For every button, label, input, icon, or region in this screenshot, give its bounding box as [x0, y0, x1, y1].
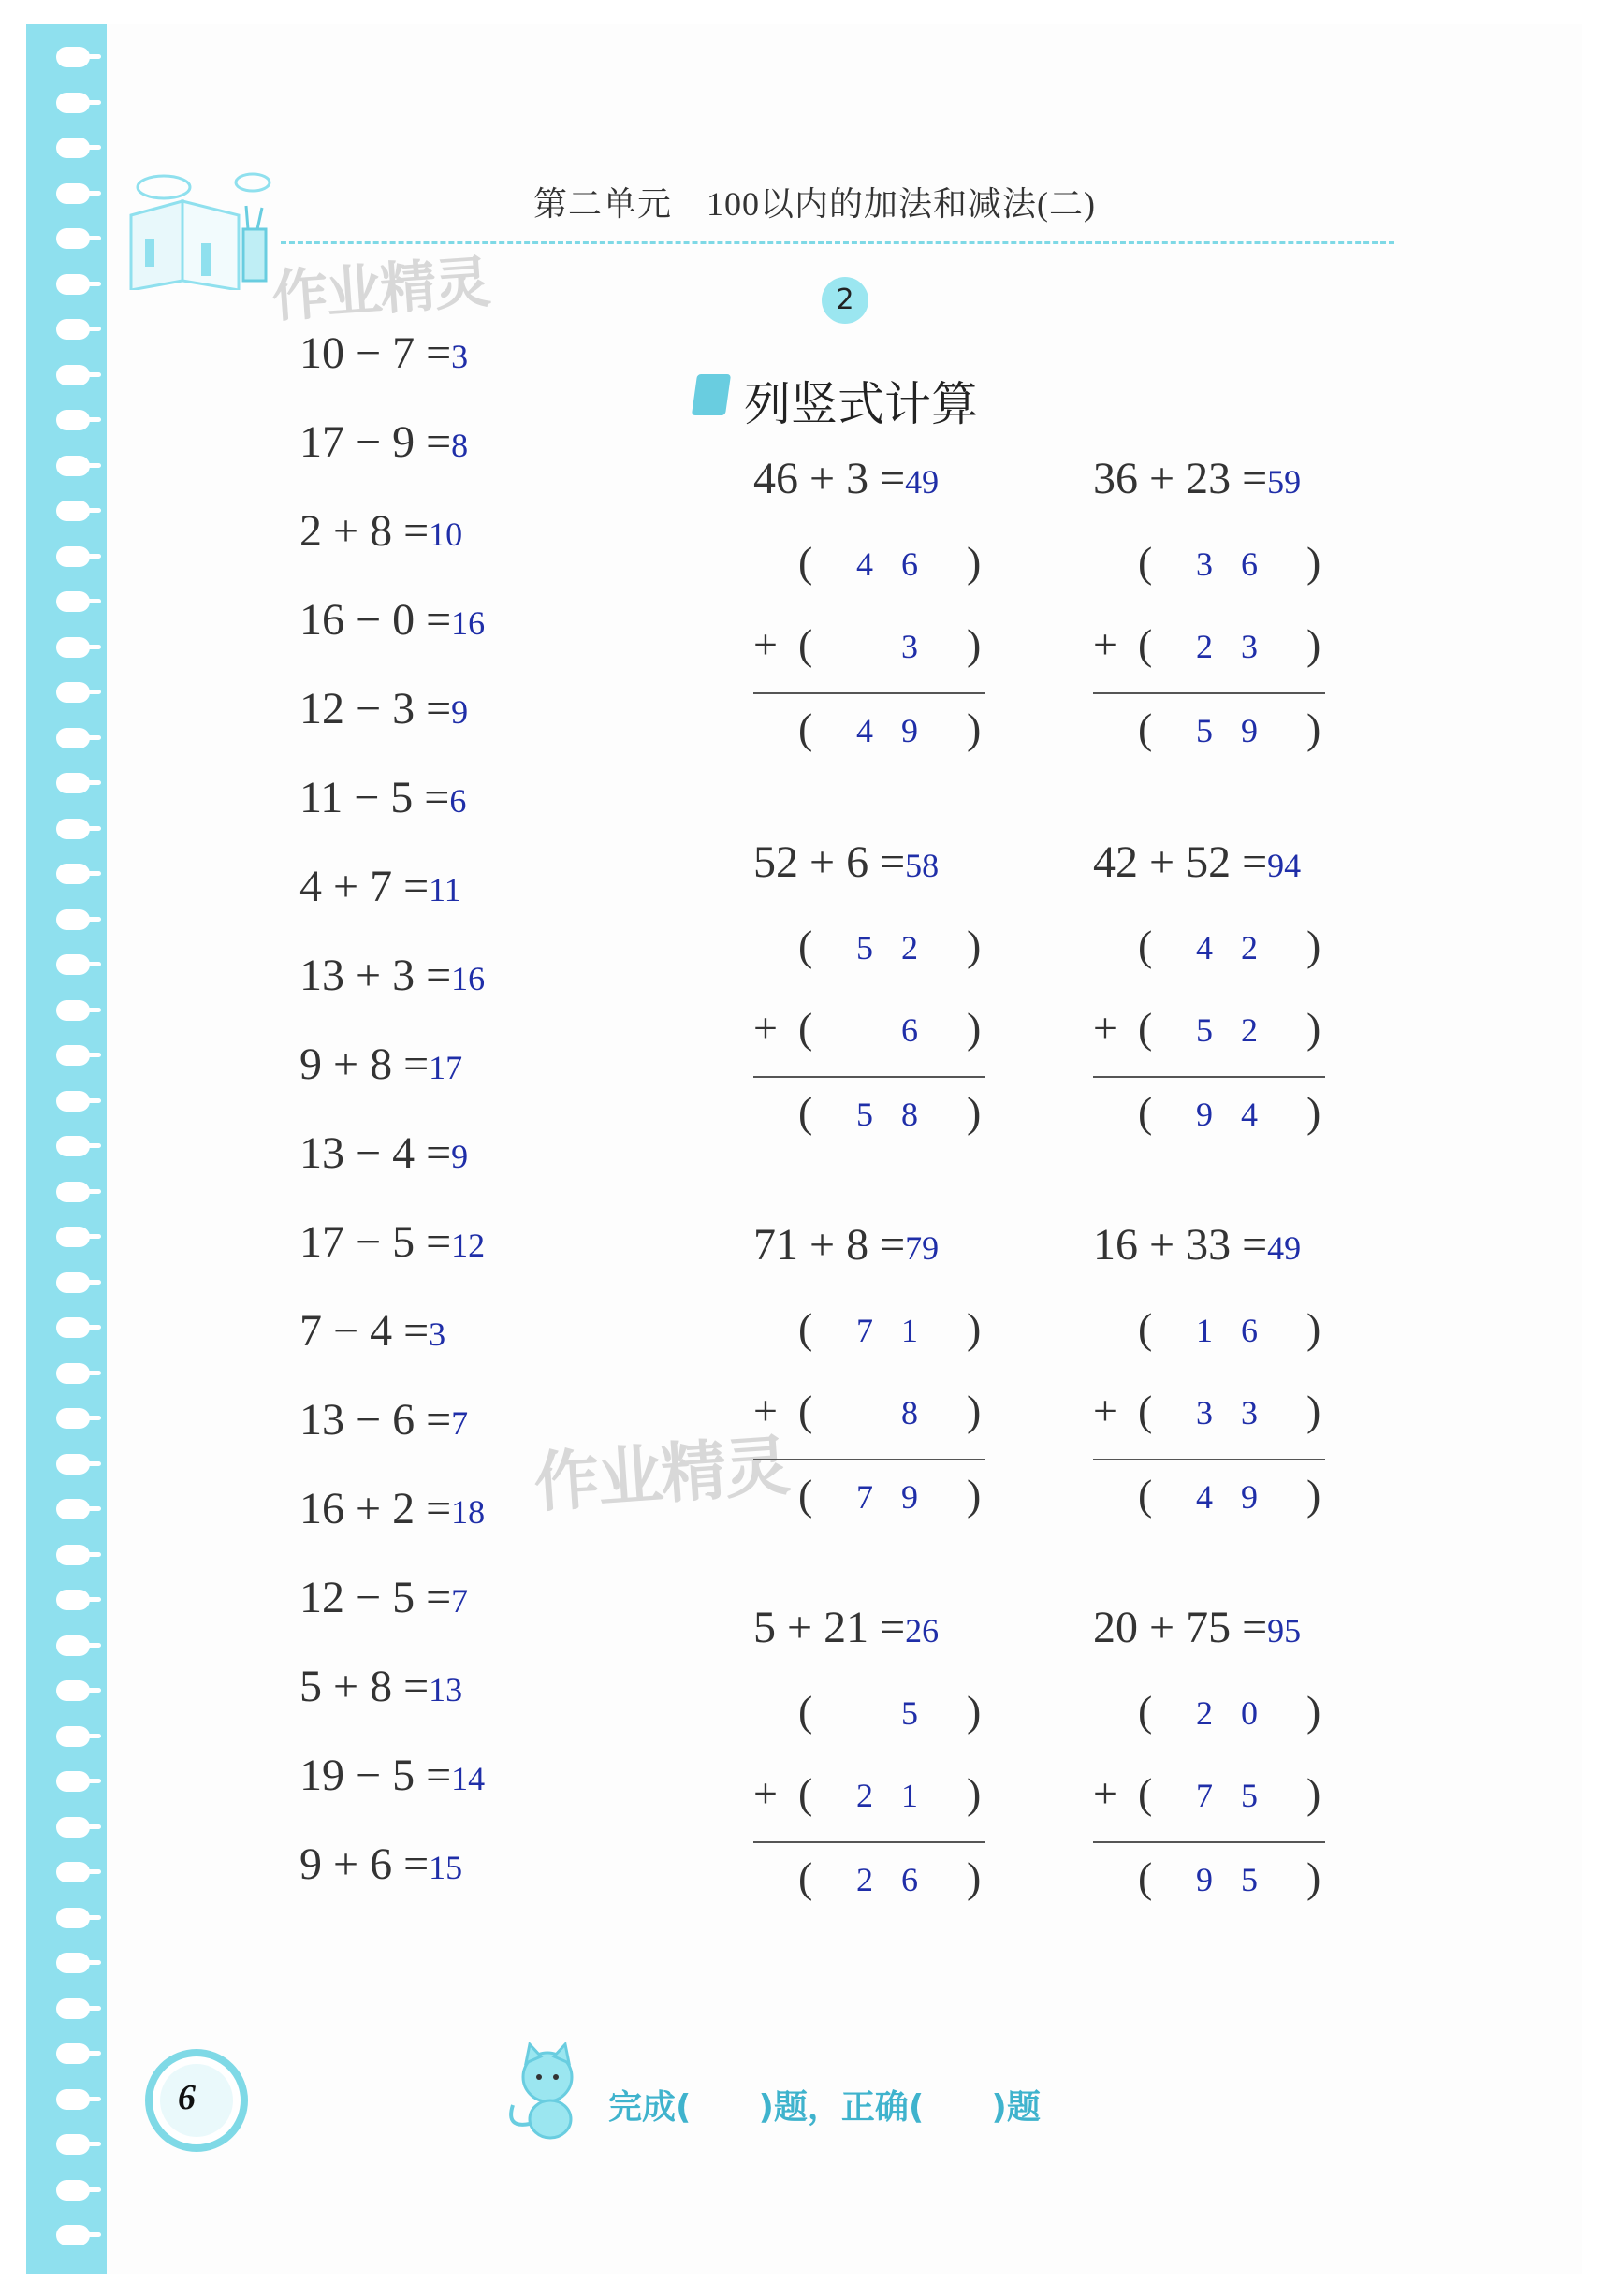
spine-ring	[56, 1635, 90, 1656]
mental-math-item	[299, 327, 468, 379]
expression: 5 + 8 =	[299, 1662, 430, 1711]
spine-ring	[56, 591, 90, 612]
tens-digit: 7	[856, 1312, 873, 1349]
spine-ring	[56, 365, 90, 385]
mental-math-item	[299, 1750, 485, 1801]
answer: 9	[451, 1138, 469, 1175]
spine-ring	[56, 501, 90, 521]
right-paren: )	[967, 1853, 982, 1901]
digit-row-s	[753, 1853, 997, 1909]
ones-digit: 9	[901, 1478, 918, 1516]
left-paren: (	[798, 1304, 813, 1352]
left-paren: (	[1138, 1471, 1153, 1519]
right-paren: )	[967, 1088, 982, 1136]
tens-digit: 4	[1196, 929, 1213, 966]
right-paren: )	[967, 538, 982, 586]
spine-ring	[56, 864, 90, 884]
tens-digit: 2	[1196, 1694, 1213, 1732]
page-number-disc	[160, 2064, 233, 2137]
spine-ring	[56, 682, 90, 703]
spine-ring	[56, 1680, 90, 1701]
left-paren: (	[1138, 1387, 1153, 1434]
ones-digit: 3	[1241, 628, 1258, 665]
mental-math-item	[299, 1127, 468, 1179]
left-paren: (	[1138, 705, 1153, 752]
ones-digit: 3	[901, 628, 918, 665]
left-paren: (	[798, 705, 813, 752]
answer: 3	[429, 1315, 446, 1353]
equation	[753, 1602, 939, 1653]
answer: 13	[429, 1671, 463, 1708]
spine-ring	[56, 1272, 90, 1293]
ones-digit: 6	[901, 1861, 918, 1898]
ones-digit: 6	[901, 545, 918, 583]
answer: 7	[451, 1582, 469, 1620]
vertical-problem	[1093, 453, 1402, 808]
answer: 3	[451, 338, 469, 375]
expression: 17 − 5 =	[299, 1217, 452, 1267]
mental-math-item	[299, 416, 468, 468]
spine-ring	[56, 954, 90, 975]
digit-row-b	[753, 619, 997, 676]
left-paren: (	[1138, 1088, 1153, 1136]
right-paren: )	[1306, 1304, 1321, 1352]
expression: 13 − 4 =	[299, 1128, 452, 1178]
plus-sign: +	[753, 1004, 778, 1052]
expression: 9 + 6 =	[299, 1839, 430, 1889]
left-paren: (	[798, 922, 813, 969]
spine-ring	[56, 93, 90, 113]
answer: 11	[429, 871, 461, 908]
left-paren: (	[798, 1853, 813, 1901]
equation	[1093, 453, 1301, 504]
spine-ring	[56, 1000, 90, 1021]
left-paren: (	[798, 1004, 813, 1052]
ones-digit: 8	[901, 1096, 918, 1133]
ones-digit: 6	[901, 1011, 918, 1049]
ones-digit: 9	[1241, 1478, 1258, 1516]
vertical-problem	[1093, 1219, 1402, 1575]
answer: 9	[451, 693, 469, 731]
right-paren: )	[967, 705, 982, 752]
tens-digit: 9	[1196, 1861, 1213, 1898]
right-paren: )	[967, 1471, 982, 1519]
tens-digit: 3	[1196, 1394, 1213, 1431]
equation-answer: 49	[1267, 1229, 1302, 1267]
sum-underline	[753, 692, 985, 694]
ones-digit: 0	[1241, 1694, 1258, 1732]
expression: 17 − 9 =	[299, 417, 452, 467]
right-paren: )	[967, 922, 982, 969]
exercise-number-badge: 2	[822, 277, 868, 324]
digit-row-b	[1093, 1003, 1336, 1059]
spine-ring	[56, 410, 90, 430]
left-paren: (	[1138, 1004, 1153, 1052]
sum-underline	[753, 1841, 985, 1843]
left-paren: (	[1138, 1304, 1153, 1352]
digit-row-a	[1093, 921, 1336, 977]
spine-ring	[56, 1998, 90, 2019]
sum-underline	[1093, 1459, 1325, 1460]
equation	[753, 836, 939, 888]
digit-row-s	[753, 1087, 997, 1143]
right-paren: )	[1306, 1387, 1321, 1434]
right-paren: )	[967, 1687, 982, 1735]
vertical-problem	[753, 836, 1062, 1192]
answer: 10	[429, 516, 463, 553]
equation	[1093, 836, 1301, 888]
right-paren: )	[1306, 1687, 1321, 1735]
spine-ring	[56, 456, 90, 476]
tens-digit: 7	[856, 1478, 873, 1516]
mental-math-item	[299, 1661, 462, 1712]
left-paren: (	[798, 1769, 813, 1817]
tens-digit: 2	[856, 1861, 873, 1898]
plus-sign: +	[1093, 1387, 1117, 1434]
expression: 13 − 6 =	[299, 1395, 452, 1445]
digit-row-s	[1093, 1087, 1336, 1143]
ones-digit: 2	[1241, 929, 1258, 966]
left-paren: (	[798, 1088, 813, 1136]
spine-ring	[56, 1953, 90, 1973]
answer: 14	[451, 1760, 486, 1797]
digit-row-a	[1093, 1303, 1336, 1359]
right-paren: )	[967, 1304, 982, 1352]
vertical-problem	[753, 1219, 1062, 1575]
digit-row-a	[1093, 1686, 1336, 1742]
answer: 16	[451, 960, 486, 997]
spine-ring	[56, 546, 90, 567]
equation-answer: 26	[905, 1612, 940, 1649]
section-title: 列竖式计算	[744, 377, 978, 431]
mental-math-item	[299, 1838, 462, 1890]
right-paren: )	[1306, 1471, 1321, 1519]
vertical-problem	[1093, 836, 1402, 1192]
spine-ring	[56, 1408, 90, 1429]
digit-row-a	[1093, 537, 1336, 593]
spine-ring	[56, 2089, 90, 2110]
ones-digit: 2	[1241, 1011, 1258, 1049]
sum-underline	[1093, 692, 1325, 694]
left-paren: (	[1138, 620, 1153, 668]
answer: 16	[451, 604, 486, 642]
ones-digit: 4	[1241, 1096, 1258, 1133]
right-paren: )	[1306, 922, 1321, 969]
unit-title: 第二单元 100以内的加法和减法(二)	[533, 185, 1096, 223]
spine-ring	[56, 183, 90, 204]
equation-expression: 71 + 8 =	[753, 1220, 906, 1270]
spine-ring	[56, 2043, 90, 2064]
spine-ring	[56, 1045, 90, 1066]
expression: 10 − 7 =	[299, 328, 452, 378]
spine-ring	[56, 1499, 90, 1519]
spine-ring	[56, 2225, 90, 2245]
mental-math-item	[299, 594, 485, 646]
right-paren: )	[1306, 1853, 1321, 1901]
expression: 12 − 5 =	[299, 1573, 452, 1622]
answer: 15	[429, 1849, 463, 1886]
equation	[753, 1219, 939, 1271]
left-paren: (	[1138, 538, 1153, 586]
expression: 16 + 2 =	[299, 1484, 452, 1533]
mental-math-item	[299, 1394, 468, 1446]
tens-digit: 5	[1196, 712, 1213, 749]
left-paren: (	[798, 1471, 813, 1519]
plus-sign: +	[1093, 620, 1117, 668]
spine-ring	[56, 909, 90, 930]
equation-answer: 95	[1267, 1612, 1302, 1649]
mental-math-item	[299, 950, 485, 1001]
equation-answer: 79	[905, 1229, 940, 1267]
tens-digit: 4	[856, 712, 873, 749]
left-paren: (	[1138, 1687, 1153, 1735]
spine-ring	[56, 1182, 90, 1202]
spine-ring	[56, 1363, 90, 1384]
answer: 6	[449, 782, 467, 820]
sum-underline	[1093, 1076, 1325, 1078]
digit-row-b	[753, 1386, 997, 1442]
ones-digit: 1	[901, 1312, 918, 1349]
spine-ring	[56, 637, 90, 658]
answer: 17	[429, 1049, 463, 1086]
expression: 7 − 4 =	[299, 1306, 430, 1356]
spine-ring	[56, 2180, 90, 2201]
spine-ring	[56, 819, 90, 839]
mental-math-item	[299, 772, 466, 823]
digit-row-a	[753, 921, 997, 977]
equation-answer: 49	[905, 463, 940, 501]
digit-row-s	[1093, 704, 1336, 760]
ones-digit: 3	[1241, 1394, 1258, 1431]
spine-ring	[56, 1227, 90, 1247]
left-paren: (	[798, 620, 813, 668]
mental-math-item	[299, 1039, 462, 1090]
right-paren: )	[967, 1387, 982, 1434]
tens-digit: 7	[1196, 1777, 1213, 1814]
equation-answer: 58	[905, 847, 940, 884]
right-paren: )	[1306, 1769, 1321, 1817]
equation-expression: 42 + 52 =	[1093, 837, 1268, 887]
ones-digit: 5	[1241, 1777, 1258, 1814]
spine-ring	[56, 1726, 90, 1747]
spine-ring	[56, 138, 90, 158]
right-paren: )	[1306, 1004, 1321, 1052]
ones-digit: 6	[1241, 1312, 1258, 1349]
spine-ring	[56, 1908, 90, 1928]
right-paren: )	[1306, 620, 1321, 668]
watermark-top: 作业精灵	[270, 249, 491, 330]
ones-digit: 9	[901, 712, 918, 749]
spine-ring	[56, 1590, 90, 1610]
left-paren: (	[1138, 922, 1153, 969]
spine-ring	[56, 728, 90, 748]
digit-row-b	[1093, 1768, 1336, 1824]
digit-row-b	[753, 1003, 997, 1059]
tens-digit: 2	[856, 1777, 873, 1814]
spine-ring	[56, 1771, 90, 1792]
right-paren: )	[1306, 1088, 1321, 1136]
mental-math-item	[299, 1483, 485, 1534]
expression: 13 + 3 =	[299, 951, 452, 1000]
mental-math-item	[299, 1572, 468, 1623]
plus-sign: +	[753, 620, 778, 668]
equation-answer: 94	[1267, 847, 1302, 884]
equation-expression: 16 + 33 =	[1093, 1220, 1268, 1270]
mental-math-item	[299, 683, 468, 734]
left-paren: (	[798, 1687, 813, 1735]
page-number: 6	[178, 2078, 196, 2117]
right-paren: )	[967, 1769, 982, 1817]
expression: 16 − 0 =	[299, 595, 452, 645]
spine-ring	[56, 319, 90, 340]
expression: 12 − 3 =	[299, 684, 452, 734]
ones-digit: 2	[901, 929, 918, 966]
spine-ring	[56, 47, 90, 67]
spine-ring	[56, 1454, 90, 1475]
plus-sign: +	[1093, 1004, 1117, 1052]
cat-icon	[496, 2040, 599, 2143]
ones-digit: 5	[901, 1694, 918, 1732]
left-paren: (	[798, 1387, 813, 1434]
equation-answer: 59	[1267, 463, 1302, 501]
spine-ring	[56, 1136, 90, 1156]
digit-row-a	[753, 1686, 997, 1742]
book-decoration-icon	[126, 150, 276, 290]
expression: 9 + 8 =	[299, 1039, 430, 1089]
expression: 2 + 8 =	[299, 506, 430, 556]
mental-math-item	[299, 505, 462, 557]
right-paren: )	[967, 1004, 982, 1052]
spine-ring	[56, 274, 90, 295]
section-bullet-icon	[692, 374, 731, 415]
answer: 7	[451, 1404, 469, 1442]
watermark-middle: 作业精灵	[531, 1427, 791, 1522]
spine-ring	[56, 1545, 90, 1565]
spine-ring	[56, 1317, 90, 1338]
ones-digit: 9	[1241, 712, 1258, 749]
equation-expression: 52 + 6 =	[753, 837, 906, 887]
plus-sign: +	[1093, 1769, 1117, 1817]
vertical-problem	[753, 1602, 1062, 1957]
digit-row-s	[1093, 1470, 1336, 1526]
digit-row-s	[753, 1470, 997, 1526]
tens-digit: 2	[1196, 628, 1213, 665]
right-paren: )	[1306, 538, 1321, 586]
expression: 4 + 7 =	[299, 862, 430, 911]
tens-digit: 5	[856, 929, 873, 966]
answer: 12	[451, 1227, 486, 1264]
digit-row-b	[753, 1768, 997, 1824]
left-paren: (	[1138, 1853, 1153, 1901]
tens-digit: 5	[856, 1096, 873, 1133]
tens-digit: 4	[856, 545, 873, 583]
equation-expression: 46 + 3 =	[753, 454, 906, 503]
equation	[753, 453, 939, 504]
spine-ring	[56, 1817, 90, 1838]
tens-digit: 5	[1196, 1011, 1213, 1049]
sum-underline	[1093, 1841, 1325, 1843]
spine-ring	[56, 1091, 90, 1112]
completion-tally: 完成( )题，正确( )题	[608, 2088, 1041, 2127]
vertical-problem	[753, 453, 1062, 808]
digit-row-a	[753, 537, 997, 593]
mental-math-item	[299, 1216, 485, 1268]
ones-digit: 1	[901, 1777, 918, 1814]
plus-sign: +	[753, 1387, 778, 1434]
digit-row-b	[1093, 1386, 1336, 1442]
tens-digit: 9	[1196, 1096, 1213, 1133]
ones-digit: 5	[1241, 1861, 1258, 1898]
mental-math-item	[299, 861, 461, 912]
equation	[1093, 1219, 1301, 1271]
vertical-problem	[1093, 1602, 1402, 1957]
expression: 19 − 5 =	[299, 1751, 452, 1800]
left-paren: (	[1138, 1769, 1153, 1817]
right-paren: )	[967, 620, 982, 668]
answer: 18	[451, 1493, 486, 1531]
spine-ring	[56, 228, 90, 249]
digit-row-a	[753, 1303, 997, 1359]
digit-row-s	[753, 704, 997, 760]
tens-digit: 3	[1196, 545, 1213, 583]
equation-expression: 5 + 21 =	[753, 1603, 906, 1652]
equation-expression: 20 + 75 =	[1093, 1603, 1268, 1652]
expression: 11 − 5 =	[299, 773, 450, 822]
sum-underline	[753, 1459, 985, 1460]
equation-expression: 36 + 23 =	[1093, 454, 1268, 503]
spine-ring	[56, 2134, 90, 2155]
answer: 8	[451, 427, 469, 464]
ones-digit: 8	[901, 1394, 918, 1431]
right-paren: )	[1306, 705, 1321, 752]
tens-digit: 1	[1196, 1312, 1213, 1349]
notebook-spine	[26, 24, 107, 2274]
tens-digit: 4	[1196, 1478, 1213, 1516]
sum-underline	[753, 1076, 985, 1078]
left-paren: (	[798, 538, 813, 586]
mental-math-item	[299, 1305, 445, 1357]
plus-sign: +	[753, 1769, 778, 1817]
spine-ring	[56, 1862, 90, 1882]
digit-row-b	[1093, 619, 1336, 676]
digit-row-s	[1093, 1853, 1336, 1909]
ones-digit: 6	[1241, 545, 1258, 583]
equation	[1093, 1602, 1301, 1653]
spine-ring	[56, 773, 90, 793]
